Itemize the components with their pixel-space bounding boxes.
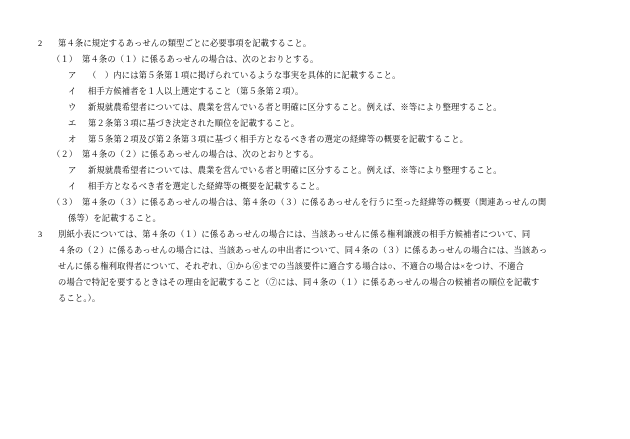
list-marker: イ: [68, 86, 77, 96]
list-item: [68, 163, 590, 179]
list-item: [68, 84, 590, 100]
list-marker: ア: [68, 70, 77, 80]
list-item: [52, 195, 590, 211]
list-item-continuation: 係等）を記載すること。: [68, 214, 161, 224]
list-item-text: 第４条に規定するあっせんの類型ごとに必要事項を記載すること。: [58, 39, 312, 48]
list-item: [68, 68, 590, 84]
list-item-text: （ ）内には第５条第１項に掲げられているような事実を具体的に記載すること。: [88, 70, 401, 80]
document-body: [38, 36, 590, 307]
list-item-continuation-line: の場合で特記を要するときはその理由を記載すること（⑦には、同４条の（１）に係るあっせんの場合の候補者の順位を記載す: [58, 277, 540, 287]
list-marker: （１）: [52, 54, 78, 64]
list-marker: 3: [38, 230, 43, 240]
list-item-text: 第４条の（１）に係るあっせんの場合は、次のとおりとする。: [82, 54, 319, 64]
list-item: [52, 52, 590, 68]
list-item-text: 第４条の（３）に係るあっせんの場合は、第４条の（３）に係るあっせんを行うに至った経緯等の概要（関連あっせんの関: [82, 198, 547, 208]
list-marker: オ: [68, 134, 77, 144]
list-marker: 2: [38, 39, 43, 48]
list-marker: エ: [68, 118, 77, 128]
list-item: [68, 179, 590, 195]
list-item-text: 第５条第２項及び第２条第３項に基づく相手方となるべき者の選定の経緯等の概要を記載すること。: [88, 134, 469, 144]
list-item-continuation-line: ること。）。: [58, 293, 101, 303]
list-item-text: 第４条の（２）に係るあっせんの場合は、次のとおりとする。: [82, 150, 319, 160]
list-item-text: 第２条第３項に基づき決定された順位を記載すること。: [88, 118, 300, 128]
list-item-text: 相手方候補者を１人以上選定すること（第５条第２項）。: [88, 86, 304, 96]
list-item-text: 新規就農希望者については、農業を営んでいる者と明確に区分すること。例えば、※等により整理すること。: [88, 166, 502, 176]
list-marker: ア: [68, 166, 77, 176]
list-marker: ウ: [68, 102, 77, 112]
list-marker: イ: [68, 182, 77, 192]
list-item-text: 新規就農希望者については、農業を営んでいる者と明確に区分すること。例えば、※等により整理すること。: [88, 102, 502, 112]
list-item: [68, 132, 590, 148]
list-item: [68, 116, 590, 132]
list-item: [38, 227, 590, 243]
list-item: [52, 147, 590, 163]
list-item: [38, 36, 590, 52]
list-item-text: 別紙小表については、第４条の（１）に係るあっせんの場合には、当該あっせんに係る権利譲渡の相手方候補者について、同: [58, 230, 531, 240]
list-item-continuation-line: ４条の（２）に係るあっせんの場合には、当該あっせんの申出者について、同４条の（３）に係るあっせんの場合には、当該あっ: [58, 245, 548, 255]
list-item-text: 相手方となるべき者を選定した経緯等の概要を記載すること。: [88, 182, 325, 192]
list-item: [68, 100, 590, 116]
list-marker: （２）: [52, 150, 78, 160]
list-item-continuation-line: せんに係る権利取得者について、それぞれ、①から⑥までの当該要件に適合する場合は○、不適合の場合は×をつけ、不適合: [58, 261, 524, 271]
list-marker: （３）: [52, 198, 78, 208]
